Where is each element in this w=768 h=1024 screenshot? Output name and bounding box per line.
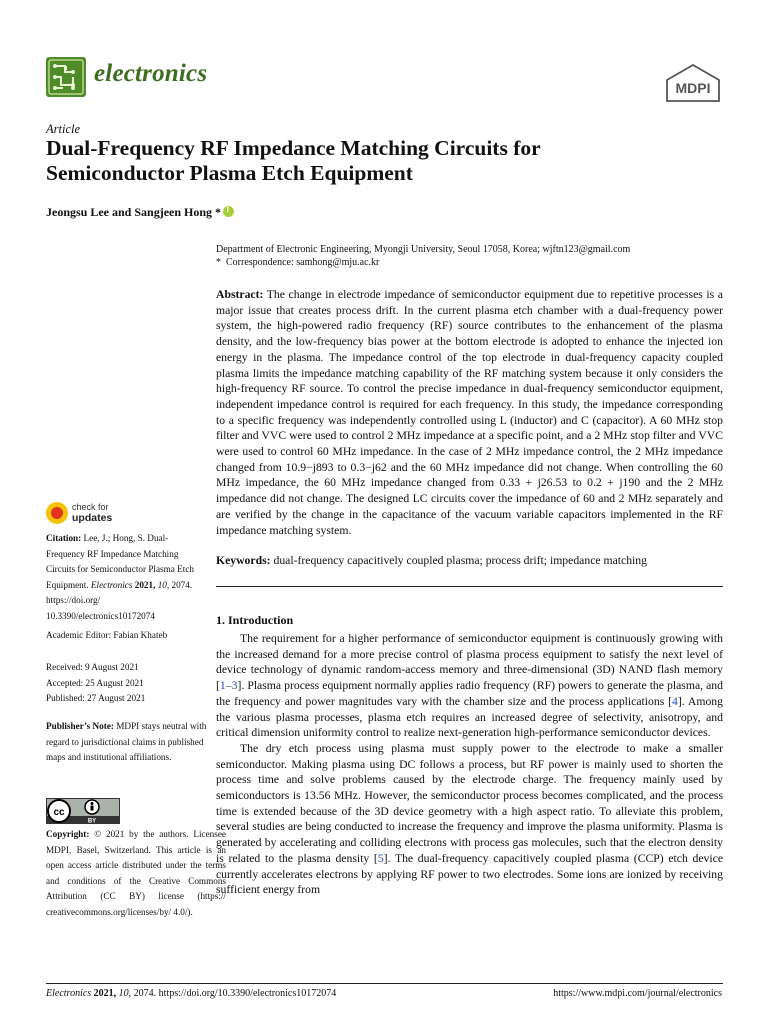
paragraph: The dry etch process using plasma must supply power to the electrode to make a smaller semiconductor. Making plasma using DC follows a process, but RF power is mainly used to shorten the process time and solve problems caused by the electrode charge. The frequency mainly used by semiconductors is 13.56 MHz. However, the semiconductor process becomes complicated, and the process time is extended because of the 3D device geometry with a high aspect ratio. To alleviate this problem, several studies are being conducted to increase the frequency and improve the plasma uniformity. Plasma is generated by accelerating and colliding electrons with process gas molecules, such that the electron density is related to the plasma density [5]. The dual-frequency capacitively coupled plasma (CCP) etch device currently accelerates electrons by applying RF power to two electrodes. Some ions are ionized by receiving sufficient energy from bbox=[216, 741, 724, 897]
article-type: Article bbox=[46, 122, 81, 136]
dates-block bbox=[46, 660, 226, 707]
section-heading-introduction: 1. Introduction bbox=[216, 613, 294, 627]
journal-logo-icon bbox=[46, 57, 86, 97]
accepted-date: Accepted: 25 August 2021 bbox=[46, 677, 144, 688]
mdpi-logo-icon bbox=[664, 64, 722, 102]
check-for-updates-button[interactable] bbox=[46, 502, 186, 526]
section-divider bbox=[216, 586, 723, 587]
title-line-2: Semiconductor Plasma Etch Equipment bbox=[46, 161, 413, 185]
affiliation bbox=[216, 243, 726, 269]
paragraph: The requirement for a higher performance of semiconductor equipment is continuously growing with the increased demand for a more precise control of plasma process equipment to satisfy the next level of device technology of dynamic random-access memory and three-dimensional (3D) NAND flash memory [1–3]. Plasma process equipment normally applies radio frequency (RF) powers to generate the plasma, and the frequency and power magnitudes vary with the chamber size and the process applications [4]. Among the various plasma processes, plasma etch requires an increased degree of selectivity, anisotropy, and critical dimension uniformity control to realize next-generation high-performance semiconductor devices. bbox=[216, 632, 723, 740]
orcid-icon[interactable] bbox=[223, 206, 234, 217]
citation-link[interactable]: 1–3 bbox=[219, 679, 238, 693]
check-updates-line1: check for bbox=[72, 502, 109, 512]
note-label: Publisher’s Note: bbox=[46, 721, 114, 731]
svg-text:cc: cc bbox=[53, 807, 65, 818]
published-date: Published: 27 August 2021 bbox=[46, 693, 146, 703]
authors bbox=[46, 205, 234, 220]
footer-citation: Electronics 2021, 10, 2074. https://doi.org/10.3390/electronics10172074 bbox=[46, 988, 337, 999]
citation-link[interactable]: 4 bbox=[672, 694, 678, 708]
check-updates-line2: updates bbox=[72, 512, 113, 524]
footer-doi-link[interactable]: 2074. https://doi.org/10.3390/electronics10172074 bbox=[133, 988, 337, 999]
footer-divider bbox=[46, 983, 723, 984]
citation-doi[interactable]: 2074. https://doi.org/ 10.3390/electronics10172074 bbox=[46, 579, 193, 621]
abstract-label: Abstract: bbox=[216, 288, 264, 301]
keywords-text: dual-frequency capacitively coupled plasma; process drift; impedance matching bbox=[273, 554, 647, 567]
copyright-block: Copyright: © 2021 by the authors. Licensee MDPI, Basel, Switzerland. This article is an open access article distributed under the terms and conditions of the Creative Commons Attribution (CC BY) license (https:// creativecommons.org/licenses/by/ 4.0/). bbox=[46, 829, 226, 917]
publisher-note: Publisher’s Note: MDPI stays neutral with regard to jurisdictional claims in published maps and institutional affiliations. bbox=[46, 721, 207, 762]
title-line-1: Dual-Frequency RF Impedance Matching Circuits for bbox=[46, 136, 541, 160]
footer-journal-url[interactable]: https://www.mdpi.com/journal/electronics bbox=[553, 988, 722, 999]
citation-link[interactable]: 5 bbox=[377, 851, 384, 865]
copyright-label: Copyright: bbox=[46, 829, 90, 839]
cc-by-license-icon[interactable] bbox=[46, 798, 120, 824]
abstract-text: The change in electrode impedance of semiconductor equipment due to repetitive processes is a major issue that creates process drift. In the current plasma etch chamber with a dual-frequency power system, the high-powered radio frequency (RF) source contributes to the enhancement of the plasma density, and the low-frequency bias power at the bottom electrode is adopted to enhance the injected ion energy in the plasma. The impedance control of the top electrode in dual-frequency capacity coupled plasma limits the impedance matching capability of the RF matching system because it only considers the high-frequency RF source. To control the precise impedance in dual-frequency semiconductor equipment, independent impedance control is required for each frequency. In this study, the impedance corresponding to a specific frequency was independently controlled using L (inductor) and C (capacitor). A 60 MHz stop filter and VVC were used to control 2 MHz impedance at a specific point, and a 2 MHz stop filter and VVC were used to control 60 MHz impedance. In the case of 2 MHz impedance control, the 2 MHz impedance changed from 10.9−j893 to 0.3−j62 and the 60 MHz impedance did not change. When controlling the 60 MHz impedance, the 60 MHz impedance changed from 0.33 + j26.53 to 0.2 + j190 and the 2 MHz impedance did not change. The designed LC circuits cover the impedance of 60 and 2 MHz separately and are verified by the change in the capacitance of the vacuum variable capacitors implemented in the RF impedance matching system. bbox=[216, 288, 723, 537]
cc-by-text: BY bbox=[87, 818, 97, 824]
correspondence-line: * Correspondence: samhong@mju.ac.kr bbox=[216, 257, 380, 268]
mdpi-logo-text: MDPI bbox=[675, 80, 711, 96]
check-updates-icon bbox=[46, 502, 68, 524]
affiliation-line: Department of Electronic Engineering, Myongji University, Seoul 17058, Korea; wjftn123@gmail.com bbox=[216, 244, 631, 255]
page-title bbox=[46, 136, 726, 186]
keywords-label: Keywords: bbox=[216, 554, 271, 567]
keywords bbox=[216, 553, 723, 569]
received-date: Received: 9 August 2021 bbox=[46, 662, 139, 672]
abstract bbox=[216, 287, 723, 538]
introduction-body bbox=[216, 631, 723, 898]
citation-block: Citation: Lee, J.; Hong, S. Dual-Frequency RF Impedance Matching Circuits for Semiconductor Plasma Etch Equipment. Electronics 2021, 10, 2074. https://doi.org/ 10.3390/electronics10172074 bbox=[46, 533, 194, 621]
academic-editor: Academic Editor: Fabian Khateb bbox=[46, 630, 168, 640]
journal-name: electronics bbox=[94, 60, 208, 87]
author-names: Jeongsu Lee and Sangjeen Hong * bbox=[46, 205, 222, 219]
citation-label: Citation: bbox=[46, 533, 82, 543]
